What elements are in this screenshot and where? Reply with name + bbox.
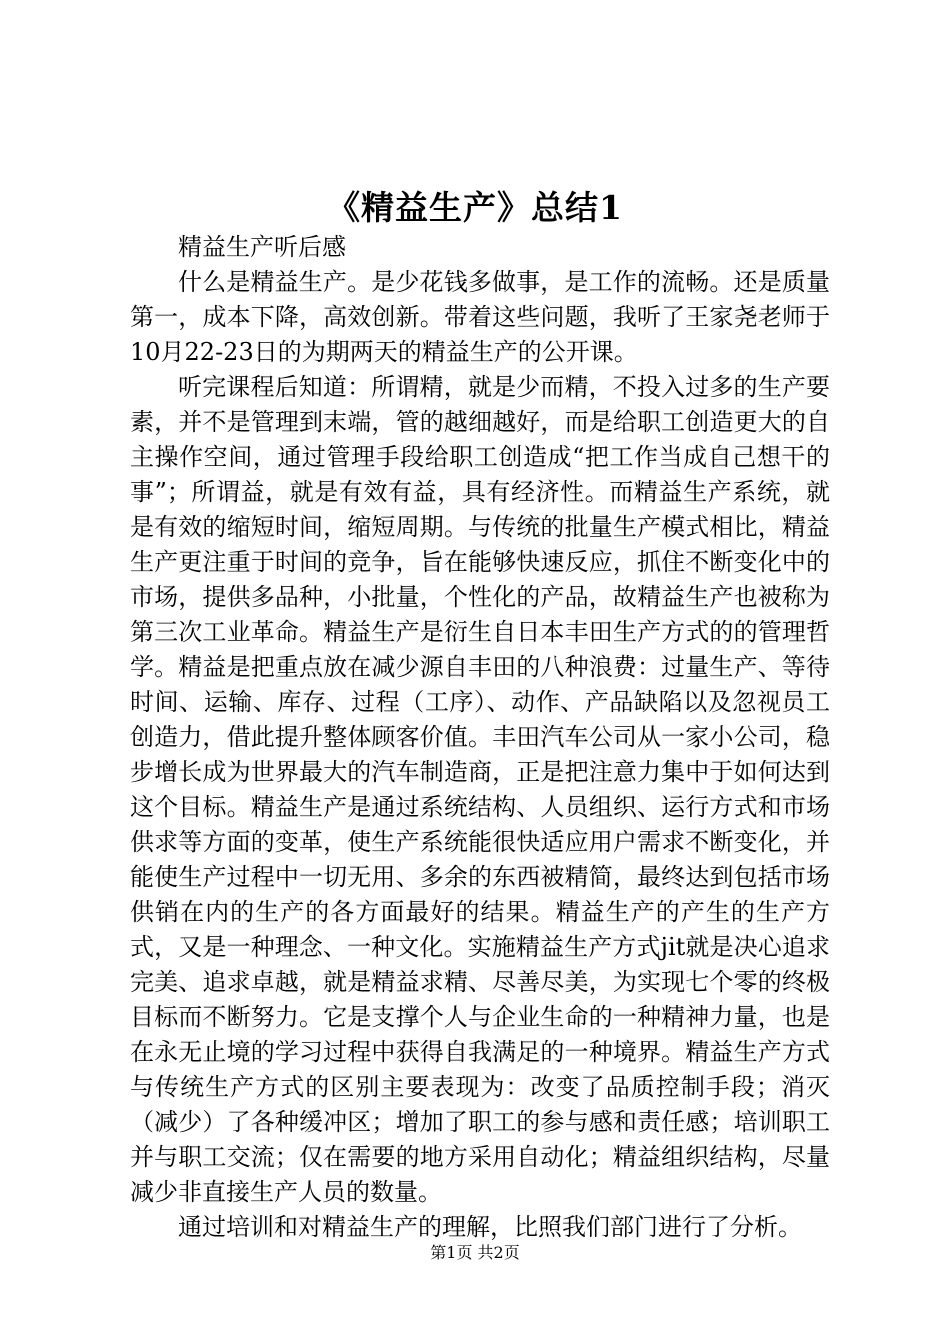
paragraph-subtitle: 精益生产听后感 xyxy=(178,233,346,261)
document-body xyxy=(130,230,830,1245)
document-title: 《精益生产》总结1 xyxy=(327,188,623,227)
paragraph-closing: 通过培训和对精益生产的理解，比照我们部门进行了分析。 xyxy=(178,1213,802,1241)
page-footer: 第1页 共2页 xyxy=(430,1243,520,1262)
paragraph-intro: 什么是精益生产。是少花钱多做事，是工作的流畅。还是质量第一，成本下降，高效创新。带着这些问题，我听了王家尧老师于10月22-23日的为期两天的精益生产的公开课。 xyxy=(130,268,830,366)
paragraph-main: 听完课程后知道：所谓精，就是少而精，不投入过多的生产要素，并不是管理到末端，管的越细越好，而是给职工创造更大的自主操作空间，通过管理手段给职工创造成“把工作当成自己想干的事”；所谓益，就是有效有益，具有经济性。而精益生产系统，就是有效的缩短时间，缩短周期。与传统的批量生产模式相比，精益生产更注重于时间的竞争，旨在能够快速反应，抓住不断变化中的市场，提供多品种，小批量，个性化的产品，故精益生产也被称为第三次工业革命。精益生产是衍生自日本丰田生产方式的的管理哲学。精益是把重点放在减少源自丰田的八种浪费：过量生产、等待时间、运输、库存、过程（工序）、动作、产品缺陷以及忽视员工创造力，借此提升整体顾客价值。丰田汽车公司从一家小公司，稳步增长成为世界最大的汽车制造商，正是把注意力集中于如何达到这个目标。精益生产是通过系统结构、人员组织、运行方式和市场供求等方面的变革，使生产系统能很快适应用户需求不断变化，并能使生产过程中一切无用、多余的东西被精简，最终达到包括市场供销在内的生产的各方面最好的结果。精益生产的产生的生产方式，又是一种理念、一种文化。实施精益生产方式jit就是决心追求完美、追求卓越，就是精益求精、尽善尽美，为实现七个零的终极目标而不断努力。它是支撑个人与企业生命的一种精神力量，也是在永无止境的学习过程中获得自我满足的一种境界。精益生产方式与传统生产方式的区别主要表现为：改变了品质控制手段；消灭（减少）了各种缓冲区；增加了职工的参与感和责任感；培训职工并与职工交流；仅在需要的地方采用自动化；精益组织结构，尽量减少非直接生产人员的数量。 xyxy=(130,373,830,1206)
